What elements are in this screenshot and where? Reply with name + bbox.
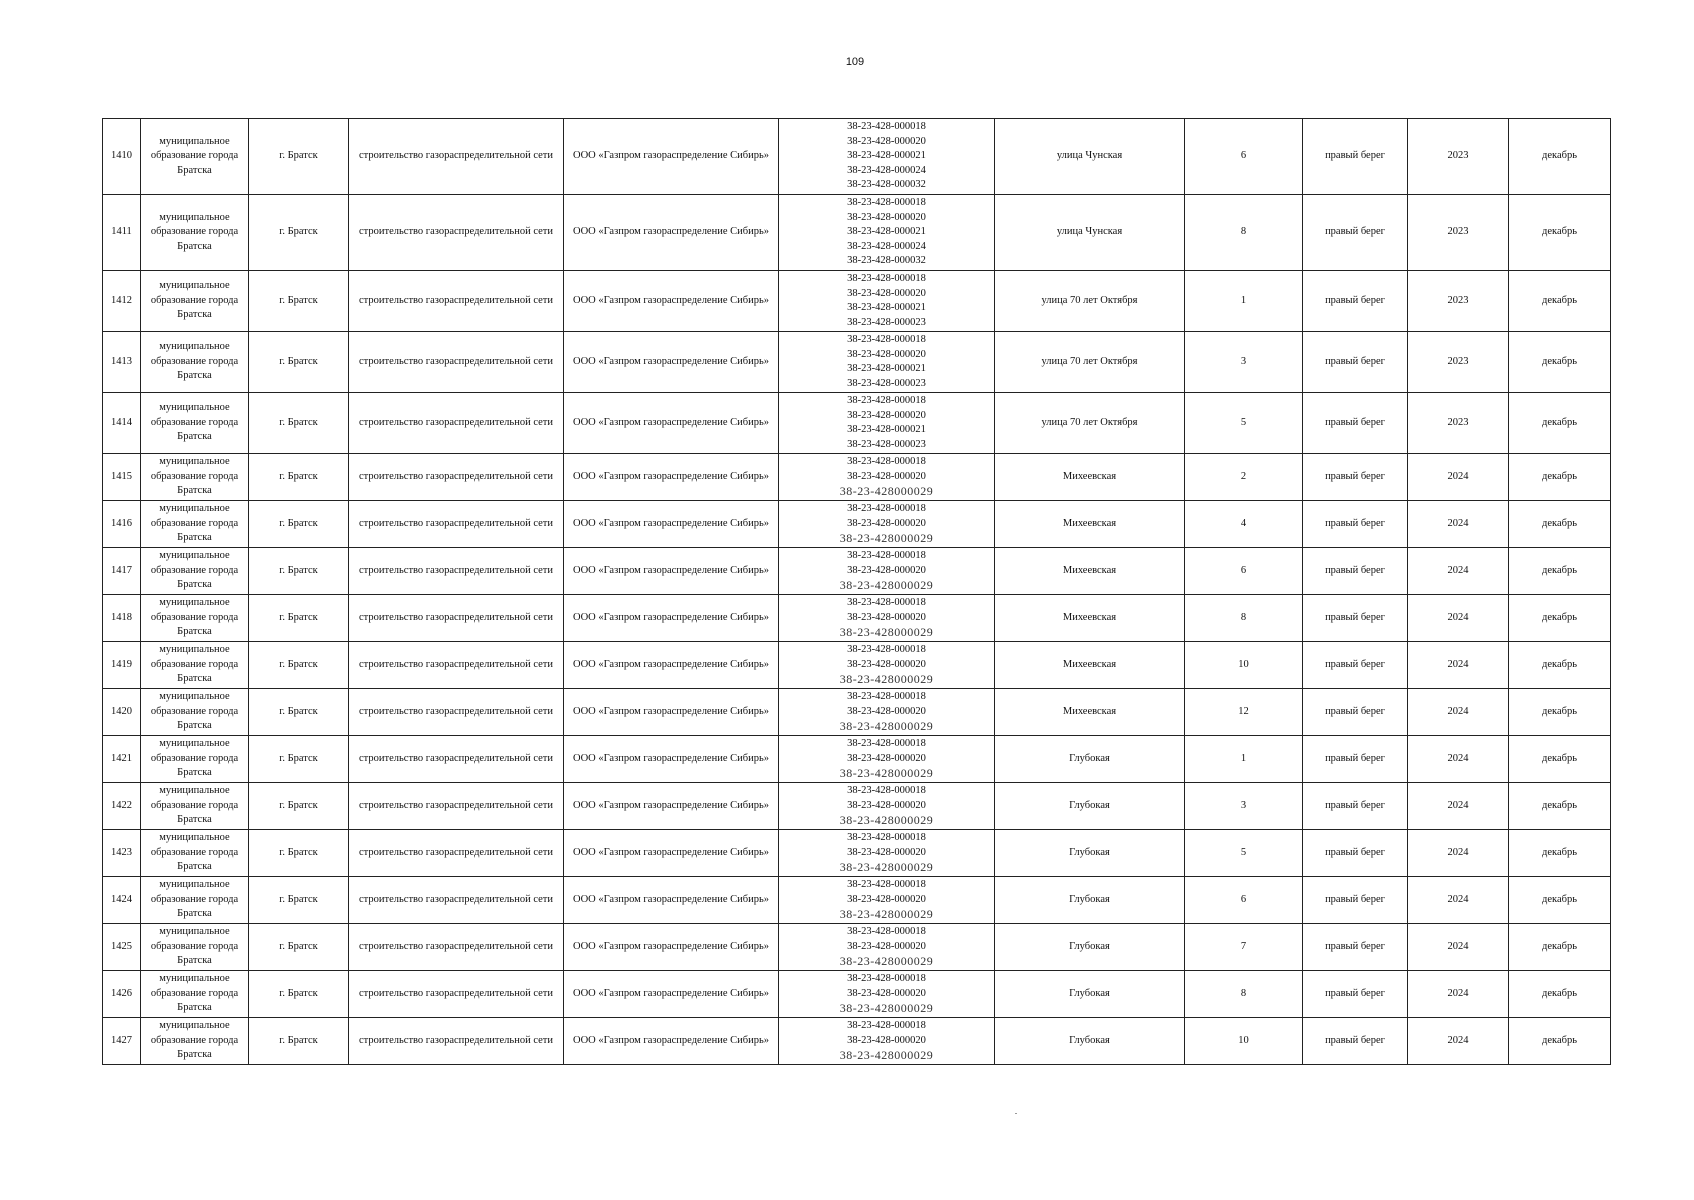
month-cell: декабрь xyxy=(1509,271,1611,332)
table-row xyxy=(103,595,1611,642)
cadastral-code: 38-23-428-000020 xyxy=(847,135,926,147)
work-type-cell: строительство газораспределительной сети xyxy=(349,548,564,595)
house-number-cell: 8 xyxy=(1185,595,1303,642)
row-number: 1417 xyxy=(103,548,141,595)
table-row xyxy=(103,195,1611,271)
cadastral-code: 38-23-428-000018 xyxy=(847,273,926,284)
cadastral-code: 38-23-428-000020 xyxy=(847,799,926,811)
municipality-cell: муниципальное образование города Братска xyxy=(141,548,249,595)
table-row xyxy=(103,689,1611,736)
work-type-cell: строительство газораспределительной сети xyxy=(349,119,564,195)
table-row xyxy=(103,877,1611,924)
organization-cell: ООО «Газпром газораспределение Сибирь» xyxy=(564,830,779,877)
work-type-cell: строительство газораспределительной сети xyxy=(349,393,564,454)
street-cell: улица 70 лет Октября xyxy=(995,393,1185,454)
cadastral-code: 38-23-428-000018 xyxy=(847,597,926,609)
river-bank-cell: правый берег xyxy=(1303,454,1408,501)
city-cell: г. Братск xyxy=(249,830,349,877)
cadastral-codes-cell xyxy=(779,119,995,195)
municipality-cell: муниципальное образование города Братска xyxy=(141,971,249,1018)
house-number-cell: 3 xyxy=(1185,783,1303,830)
river-bank-cell: правый берег xyxy=(1303,877,1408,924)
cadastral-code: 38-23-428-000018 xyxy=(847,456,926,468)
row-number: 1423 xyxy=(103,830,141,877)
city-cell: г. Братск xyxy=(249,454,349,501)
year-cell: 2024 xyxy=(1408,783,1509,830)
cadastral-code: 38-23-428-000020 xyxy=(847,564,926,576)
row-number: 1414 xyxy=(103,393,141,454)
table-row xyxy=(103,119,1611,195)
municipality-cell: муниципальное образование города Братска xyxy=(141,119,249,195)
city-cell: г. Братск xyxy=(249,1018,349,1065)
cadastral-code: 38-23-428-000020 xyxy=(847,893,926,905)
cadastral-code: 38-23-428-000018 xyxy=(847,503,926,515)
work-type-cell: строительство газораспределительной сети xyxy=(349,1018,564,1065)
cadastral-codes-cell xyxy=(779,393,995,454)
municipality-cell: муниципальное образование города Братска xyxy=(141,195,249,271)
cadastral-code: 38-23-428-000021 xyxy=(847,226,926,238)
house-number-cell: 10 xyxy=(1185,642,1303,689)
month-cell: декабрь xyxy=(1509,736,1611,783)
river-bank-cell: правый берег xyxy=(1303,119,1408,195)
city-cell: г. Братск xyxy=(249,736,349,783)
row-number: 1420 xyxy=(103,689,141,736)
cadastral-code: 38-23-428000029 xyxy=(839,954,934,969)
street-cell: Глубокая xyxy=(995,924,1185,971)
year-cell: 2024 xyxy=(1408,877,1509,924)
organization-cell: ООО «Газпром газораспределение Сибирь» xyxy=(564,971,779,1018)
row-number: 1411 xyxy=(103,195,141,271)
cadastral-code: 38-23-428-000018 xyxy=(847,691,926,703)
cadastral-code: 38-23-428-000023 xyxy=(847,377,926,389)
street-cell: Глубокая xyxy=(995,971,1185,1018)
row-number: 1421 xyxy=(103,736,141,783)
river-bank-cell: правый берег xyxy=(1303,642,1408,689)
table-row xyxy=(103,642,1611,689)
row-number: 1422 xyxy=(103,783,141,830)
year-cell: 2024 xyxy=(1408,501,1509,548)
month-cell: декабрь xyxy=(1509,783,1611,830)
river-bank-cell: правый берег xyxy=(1303,332,1408,393)
city-cell: г. Братск xyxy=(249,689,349,736)
row-number: 1412 xyxy=(103,271,141,332)
street-cell: Глубокая xyxy=(995,736,1185,783)
cadastral-code: 38-23-428-000020 xyxy=(847,409,926,421)
organization-cell: ООО «Газпром газораспределение Сибирь» xyxy=(564,119,779,195)
cadastral-codes-cell xyxy=(779,689,995,736)
cadastral-code: 38-23-428-000018 xyxy=(847,121,926,133)
cadastral-codes-cell xyxy=(779,642,995,689)
year-cell: 2024 xyxy=(1408,830,1509,877)
month-cell: декабрь xyxy=(1509,1018,1611,1065)
river-bank-cell: правый берег xyxy=(1303,783,1408,830)
table-row xyxy=(103,783,1611,830)
house-number-cell: 8 xyxy=(1185,971,1303,1018)
cadastral-code: 38-23-428-000032 xyxy=(847,179,926,191)
month-cell: декабрь xyxy=(1509,332,1611,393)
river-bank-cell: правый берег xyxy=(1303,971,1408,1018)
month-cell: декабрь xyxy=(1509,548,1611,595)
cadastral-code: 38-23-428-000021 xyxy=(847,363,926,374)
street-cell: Михеевская xyxy=(995,689,1185,736)
cadastral-code: 38-23-428-000018 xyxy=(847,738,926,750)
month-cell: декабрь xyxy=(1509,689,1611,736)
cadastral-code: 38-23-428-000021 xyxy=(847,424,926,435)
year-cell: 2023 xyxy=(1408,195,1509,271)
work-type-cell: строительство газораспределительной сети xyxy=(349,454,564,501)
city-cell: г. Братск xyxy=(249,271,349,332)
row-number: 1427 xyxy=(103,1018,141,1065)
cadastral-code: 38-23-428-000020 xyxy=(847,846,926,858)
cadastral-codes-cell xyxy=(779,924,995,971)
cadastral-codes-cell xyxy=(779,271,995,332)
year-cell: 2024 xyxy=(1408,971,1509,1018)
table-row xyxy=(103,548,1611,595)
organization-cell: ООО «Газпром газораспределение Сибирь» xyxy=(564,332,779,393)
year-cell: 2023 xyxy=(1408,271,1509,332)
row-number: 1419 xyxy=(103,642,141,689)
municipality-cell: муниципальное образование города Братска xyxy=(141,924,249,971)
year-cell: 2024 xyxy=(1408,595,1509,642)
municipality-cell: муниципальное образование города Братска xyxy=(141,501,249,548)
table-row xyxy=(103,271,1611,332)
month-cell: декабрь xyxy=(1509,393,1611,454)
cadastral-code: 38-23-428000029 xyxy=(839,484,934,499)
row-number: 1410 xyxy=(103,119,141,195)
cadastral-codes-cell xyxy=(779,736,995,783)
street-cell: улица Чунская xyxy=(995,195,1185,271)
municipality-cell: муниципальное образование города Братска xyxy=(141,393,249,454)
city-cell: г. Братск xyxy=(249,642,349,689)
organization-cell: ООО «Газпром газораспределение Сибирь» xyxy=(564,271,779,332)
month-cell: декабрь xyxy=(1509,971,1611,1018)
river-bank-cell: правый берег xyxy=(1303,501,1408,548)
year-cell: 2024 xyxy=(1408,548,1509,595)
cadastral-code: 38-23-428-000032 xyxy=(847,255,926,267)
row-number: 1426 xyxy=(103,971,141,1018)
city-cell: г. Братск xyxy=(249,195,349,271)
house-number-cell: 5 xyxy=(1185,393,1303,454)
organization-cell: ООО «Газпром газораспределение Сибирь» xyxy=(564,548,779,595)
organization-cell: ООО «Газпром газораспределение Сибирь» xyxy=(564,1018,779,1065)
cadastral-code: 38-23-428-000021 xyxy=(847,302,926,313)
cadastral-codes-cell xyxy=(779,595,995,642)
work-type-cell: строительство газораспределительной сети xyxy=(349,501,564,548)
house-number-cell: 5 xyxy=(1185,830,1303,877)
river-bank-cell: правый берег xyxy=(1303,736,1408,783)
street-cell: Михеевская xyxy=(995,501,1185,548)
organization-cell: ООО «Газпром газораспределение Сибирь» xyxy=(564,454,779,501)
street-cell: улица Чунская xyxy=(995,119,1185,195)
house-number-cell: 6 xyxy=(1185,119,1303,195)
street-cell: Глубокая xyxy=(995,877,1185,924)
house-number-cell: 4 xyxy=(1185,501,1303,548)
municipality-cell: муниципальное образование города Братска xyxy=(141,1018,249,1065)
river-bank-cell: правый берег xyxy=(1303,689,1408,736)
city-cell: г. Братск xyxy=(249,877,349,924)
city-cell: г. Братск xyxy=(249,595,349,642)
registry-body xyxy=(103,119,1611,1065)
cadastral-code: 38-23-428-000020 xyxy=(847,470,926,482)
organization-cell: ООО «Газпром газораспределение Сибирь» xyxy=(564,195,779,271)
table-row xyxy=(103,393,1611,454)
cadastral-code: 38-23-428000029 xyxy=(839,531,934,546)
cadastral-code: 38-23-428-000023 xyxy=(847,438,926,450)
street-cell: улица 70 лет Октября xyxy=(995,332,1185,393)
month-cell: декабрь xyxy=(1509,119,1611,195)
river-bank-cell: правый берег xyxy=(1303,271,1408,332)
year-cell: 2024 xyxy=(1408,689,1509,736)
work-type-cell: строительство газораспределительной сети xyxy=(349,783,564,830)
organization-cell: ООО «Газпром газораспределение Сибирь» xyxy=(564,783,779,830)
municipality-cell: муниципальное образование города Братска xyxy=(141,689,249,736)
house-number-cell: 1 xyxy=(1185,736,1303,783)
river-bank-cell: правый берег xyxy=(1303,924,1408,971)
table-row xyxy=(103,454,1611,501)
cadastral-code: 38-23-428-000018 xyxy=(847,395,926,406)
municipality-cell: муниципальное образование города Братска xyxy=(141,783,249,830)
row-number: 1418 xyxy=(103,595,141,642)
river-bank-cell: правый берег xyxy=(1303,595,1408,642)
organization-cell: ООО «Газпром газораспределение Сибирь» xyxy=(564,924,779,971)
table-row xyxy=(103,971,1611,1018)
cadastral-code: 38-23-428-000020 xyxy=(847,287,926,299)
cadastral-code: 38-23-428-000018 xyxy=(847,334,926,345)
cadastral-code: 38-23-428-000018 xyxy=(847,785,926,797)
month-cell: декабрь xyxy=(1509,830,1611,877)
organization-cell: ООО «Газпром газораспределение Сибирь» xyxy=(564,642,779,689)
cadastral-code: 38-23-428-000018 xyxy=(847,550,926,562)
month-cell: декабрь xyxy=(1509,454,1611,501)
row-number: 1416 xyxy=(103,501,141,548)
city-cell: г. Братск xyxy=(249,501,349,548)
organization-cell: ООО «Газпром газораспределение Сибирь» xyxy=(564,877,779,924)
month-cell: декабрь xyxy=(1509,595,1611,642)
scan-speck xyxy=(1015,1113,1017,1114)
street-cell: Михеевская xyxy=(995,548,1185,595)
year-cell: 2024 xyxy=(1408,1018,1509,1065)
house-number-cell: 3 xyxy=(1185,332,1303,393)
cadastral-code: 38-23-428000029 xyxy=(839,766,934,781)
municipality-cell: муниципальное образование города Братска xyxy=(141,877,249,924)
cadastral-code: 38-23-428000029 xyxy=(839,672,934,687)
organization-cell: ООО «Газпром газораспределение Сибирь» xyxy=(564,689,779,736)
month-cell: декабрь xyxy=(1509,877,1611,924)
work-type-cell: строительство газораспределительной сети xyxy=(349,642,564,689)
organization-cell: ООО «Газпром газораспределение Сибирь» xyxy=(564,393,779,454)
cadastral-code: 38-23-428-000020 xyxy=(847,1034,926,1046)
cadastral-code: 38-23-428-000018 xyxy=(847,973,926,985)
work-type-cell: строительство газораспределительной сети xyxy=(349,736,564,783)
municipality-cell: муниципальное образование города Братска xyxy=(141,736,249,783)
work-type-cell: строительство газораспределительной сети xyxy=(349,332,564,393)
cadastral-code: 38-23-428000029 xyxy=(839,907,934,922)
organization-cell: ООО «Газпром газораспределение Сибирь» xyxy=(564,501,779,548)
month-cell: декабрь xyxy=(1509,195,1611,271)
municipality-cell: муниципальное образование города Братска xyxy=(141,642,249,689)
organization-cell: ООО «Газпром газораспределение Сибирь» xyxy=(564,595,779,642)
table-row xyxy=(103,501,1611,548)
work-type-cell: строительство газораспределительной сети xyxy=(349,689,564,736)
house-number-cell: 8 xyxy=(1185,195,1303,271)
house-number-cell: 12 xyxy=(1185,689,1303,736)
cadastral-code: 38-23-428-000020 xyxy=(847,987,926,999)
table-row xyxy=(103,332,1611,393)
house-number-cell: 10 xyxy=(1185,1018,1303,1065)
year-cell: 2023 xyxy=(1408,332,1509,393)
month-cell: декабрь xyxy=(1509,642,1611,689)
city-cell: г. Братск xyxy=(249,393,349,454)
cadastral-codes-cell xyxy=(779,783,995,830)
cadastral-code: 38-23-428000029 xyxy=(839,625,934,640)
street-cell: Глубокая xyxy=(995,783,1185,830)
cadastral-code: 38-23-428-000024 xyxy=(847,240,926,252)
cadastral-code: 38-23-428-000018 xyxy=(847,1020,926,1032)
year-cell: 2024 xyxy=(1408,924,1509,971)
cadastral-code: 38-23-428-000018 xyxy=(847,197,926,209)
street-cell: Михеевская xyxy=(995,595,1185,642)
cadastral-code: 38-23-428-000024 xyxy=(847,164,926,176)
city-cell: г. Братск xyxy=(249,924,349,971)
city-cell: г. Братск xyxy=(249,971,349,1018)
cadastral-code: 38-23-428-000020 xyxy=(847,705,926,717)
cadastral-code: 38-23-428-000020 xyxy=(847,611,926,623)
house-number-cell: 6 xyxy=(1185,548,1303,595)
house-number-cell: 1 xyxy=(1185,271,1303,332)
year-cell: 2024 xyxy=(1408,454,1509,501)
house-number-cell: 2 xyxy=(1185,454,1303,501)
work-type-cell: строительство газораспределительной сети xyxy=(349,877,564,924)
month-cell: декабрь xyxy=(1509,501,1611,548)
year-cell: 2023 xyxy=(1408,393,1509,454)
organization-cell: ООО «Газпром газораспределение Сибирь» xyxy=(564,736,779,783)
municipality-cell: муниципальное образование города Братска xyxy=(141,830,249,877)
cadastral-code: 38-23-428-000023 xyxy=(847,316,926,328)
table-row xyxy=(103,924,1611,971)
cadastral-codes-cell xyxy=(779,830,995,877)
row-number: 1425 xyxy=(103,924,141,971)
work-type-cell: строительство газораспределительной сети xyxy=(349,195,564,271)
street-cell: Михеевская xyxy=(995,454,1185,501)
cadastral-code: 38-23-428000029 xyxy=(839,1001,934,1016)
house-number-cell: 7 xyxy=(1185,924,1303,971)
city-cell: г. Братск xyxy=(249,332,349,393)
municipality-cell: муниципальное образование города Братска xyxy=(141,454,249,501)
table-row xyxy=(103,1018,1611,1065)
cadastral-code: 38-23-428000029 xyxy=(839,578,934,593)
street-cell: Глубокая xyxy=(995,1018,1185,1065)
registry-table xyxy=(102,118,1611,1065)
street-cell: Глубокая xyxy=(995,830,1185,877)
river-bank-cell: правый берег xyxy=(1303,548,1408,595)
municipality-cell: муниципальное образование города Братска xyxy=(141,595,249,642)
cadastral-code: 38-23-428-000020 xyxy=(847,940,926,952)
cadastral-codes-cell xyxy=(779,1018,995,1065)
street-cell: улица 70 лет Октября xyxy=(995,271,1185,332)
cadastral-code: 38-23-428-000020 xyxy=(847,752,926,764)
page-number: 109 xyxy=(845,56,865,68)
cadastral-code: 38-23-428000029 xyxy=(839,813,934,828)
row-number: 1413 xyxy=(103,332,141,393)
cadastral-codes-cell xyxy=(779,971,995,1018)
municipality-cell: муниципальное образование города Братска xyxy=(141,332,249,393)
street-cell: Михеевская xyxy=(995,642,1185,689)
work-type-cell: строительство газораспределительной сети xyxy=(349,595,564,642)
cadastral-code: 38-23-428000029 xyxy=(839,860,934,875)
city-cell: г. Братск xyxy=(249,119,349,195)
river-bank-cell: правый берег xyxy=(1303,830,1408,877)
year-cell: 2024 xyxy=(1408,736,1509,783)
cadastral-code: 38-23-428-000021 xyxy=(847,150,926,162)
cadastral-codes-cell xyxy=(779,548,995,595)
work-type-cell: строительство газораспределительной сети xyxy=(349,924,564,971)
cadastral-codes-cell xyxy=(779,501,995,548)
cadastral-code: 38-23-428000029 xyxy=(839,1048,934,1063)
house-number-cell: 6 xyxy=(1185,877,1303,924)
river-bank-cell: правый берег xyxy=(1303,1018,1408,1065)
work-type-cell: строительство газораспределительной сети xyxy=(349,830,564,877)
cadastral-code: 38-23-428-000018 xyxy=(847,926,926,938)
row-number: 1415 xyxy=(103,454,141,501)
cadastral-code: 38-23-428-000020 xyxy=(847,211,926,223)
table-row xyxy=(103,736,1611,783)
row-number: 1424 xyxy=(103,877,141,924)
cadastral-code: 38-23-428-000018 xyxy=(847,644,926,656)
river-bank-cell: правый берег xyxy=(1303,393,1408,454)
cadastral-code: 38-23-428-000020 xyxy=(847,658,926,670)
cadastral-codes-cell xyxy=(779,195,995,271)
cadastral-code: 38-23-428-000018 xyxy=(847,832,926,844)
month-cell: декабрь xyxy=(1509,924,1611,971)
city-cell: г. Братск xyxy=(249,548,349,595)
cadastral-codes-cell xyxy=(779,454,995,501)
work-type-cell: строительство газораспределительной сети xyxy=(349,271,564,332)
cadastral-codes-cell xyxy=(779,332,995,393)
year-cell: 2024 xyxy=(1408,642,1509,689)
river-bank-cell: правый берег xyxy=(1303,195,1408,271)
cadastral-code: 38-23-428000029 xyxy=(839,719,934,734)
cadastral-code: 38-23-428-000020 xyxy=(847,517,926,529)
municipality-cell: муниципальное образование города Братска xyxy=(141,271,249,332)
cadastral-code: 38-23-428-000020 xyxy=(847,348,926,360)
year-cell: 2023 xyxy=(1408,119,1509,195)
cadastral-codes-cell xyxy=(779,877,995,924)
work-type-cell: строительство газораспределительной сети xyxy=(349,971,564,1018)
table-row xyxy=(103,830,1611,877)
city-cell: г. Братск xyxy=(249,783,349,830)
cadastral-code: 38-23-428-000018 xyxy=(847,879,926,891)
